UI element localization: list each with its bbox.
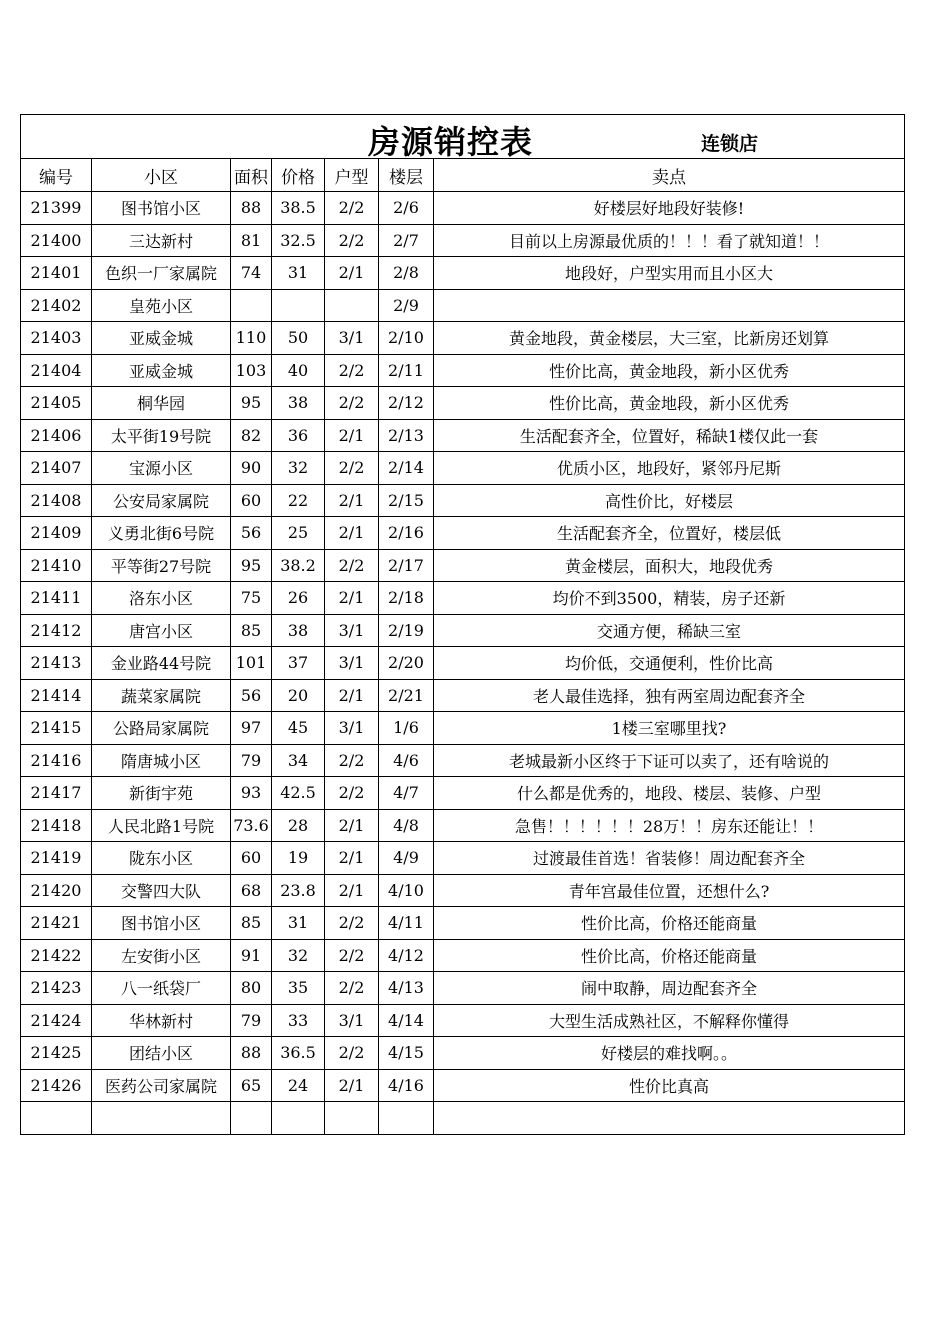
cell-selling-point: 1楼三室哪里找? — [434, 712, 905, 745]
table-row — [21, 647, 905, 680]
table-row — [21, 842, 905, 875]
cell-id — [21, 1102, 92, 1135]
cell-selling-point: 性价比真高 — [434, 1069, 905, 1102]
cell-id: 21400 — [21, 224, 92, 257]
cell-community: 宝源小区 — [92, 452, 231, 485]
cell-price: 38 — [272, 387, 325, 420]
cell-floor: 2/15 — [379, 484, 434, 517]
cell-area: 56 — [231, 517, 272, 550]
header-price: 价格 — [272, 159, 325, 192]
cell-id: 21424 — [21, 1004, 92, 1037]
cell-selling-point: 大型生活成熟社区，不解释你懂得 — [434, 1004, 905, 1037]
table-row — [21, 1037, 905, 1070]
table-row — [21, 777, 905, 810]
cell-price: 45 — [272, 712, 325, 745]
cell-layout: 3/1 — [325, 647, 379, 680]
cell-layout: 2/2 — [325, 192, 379, 225]
cell-price: 40 — [272, 354, 325, 387]
cell-price: 25 — [272, 517, 325, 550]
cell-community: 蔬菜家属院 — [92, 679, 231, 712]
cell-floor: 4/13 — [379, 972, 434, 1005]
cell-selling-point: 优质小区，地段好，紧邻丹尼斯 — [434, 452, 905, 485]
cell-id: 21411 — [21, 582, 92, 615]
cell-selling-point: 黄金地段，黄金楼层，大三室，比新房还划算 — [434, 322, 905, 355]
cell-area: 68 — [231, 874, 272, 907]
title-row — [21, 115, 905, 159]
table-row — [21, 517, 905, 550]
cell-selling-point: 性价比高，价格还能商量 — [434, 907, 905, 940]
cell-price: 24 — [272, 1069, 325, 1102]
cell-area: 103 — [231, 354, 272, 387]
cell-selling-point: 性价比高，价格还能商量 — [434, 939, 905, 972]
cell-selling-point — [434, 1102, 905, 1135]
cell-floor: 2/17 — [379, 549, 434, 582]
cell-layout: 2/2 — [325, 972, 379, 1005]
cell-price: 36 — [272, 419, 325, 452]
cell-price: 42.5 — [272, 777, 325, 810]
store-label: 连锁店 — [701, 133, 759, 155]
cell-price: 37 — [272, 647, 325, 680]
header-area: 面积 — [231, 159, 272, 192]
cell-price: 28 — [272, 809, 325, 842]
cell-layout: 2/1 — [325, 582, 379, 615]
cell-community: 桐华园 — [92, 387, 231, 420]
cell-price: 22 — [272, 484, 325, 517]
cell-layout: 2/2 — [325, 907, 379, 940]
cell-floor: 4/16 — [379, 1069, 434, 1102]
cell-id: 21423 — [21, 972, 92, 1005]
table-row — [21, 1102, 905, 1135]
cell-community: 公安局家属院 — [92, 484, 231, 517]
table-row — [21, 1069, 905, 1102]
cell-community: 三达新村 — [92, 224, 231, 257]
table-row — [21, 257, 905, 290]
cell-layout: 2/2 — [325, 387, 379, 420]
header-selling-point: 卖点 — [434, 159, 905, 192]
table-row — [21, 582, 905, 615]
cell-area: 110 — [231, 322, 272, 355]
table-row — [21, 224, 905, 257]
cell-layout: 2/2 — [325, 744, 379, 777]
header-row — [21, 159, 905, 192]
title-cell — [21, 115, 905, 159]
cell-selling-point: 闹中取静，周边配套齐全 — [434, 972, 905, 1005]
table-row — [21, 549, 905, 582]
cell-floor: 4/9 — [379, 842, 434, 875]
table-row — [21, 322, 905, 355]
cell-floor: 2/21 — [379, 679, 434, 712]
cell-layout: 2/1 — [325, 679, 379, 712]
cell-id: 21420 — [21, 874, 92, 907]
cell-floor: 2/8 — [379, 257, 434, 290]
cell-layout: 2/2 — [325, 939, 379, 972]
cell-floor: 2/20 — [379, 647, 434, 680]
cell-price: 32 — [272, 452, 325, 485]
cell-id: 21421 — [21, 907, 92, 940]
cell-floor: 2/11 — [379, 354, 434, 387]
cell-selling-point: 地段好，户型实用而且小区大 — [434, 257, 905, 290]
cell-id: 21399 — [21, 192, 92, 225]
cell-selling-point: 交通方便，稀缺三室 — [434, 614, 905, 647]
cell-layout: 2/1 — [325, 257, 379, 290]
cell-community: 唐宫小区 — [92, 614, 231, 647]
cell-layout: 2/2 — [325, 1037, 379, 1070]
cell-community: 左安街小区 — [92, 939, 231, 972]
cell-community: 医药公司家属院 — [92, 1069, 231, 1102]
cell-floor: 4/12 — [379, 939, 434, 972]
cell-layout: 3/1 — [325, 1004, 379, 1037]
cell-community: 团结小区 — [92, 1037, 231, 1070]
cell-layout: 2/2 — [325, 549, 379, 582]
cell-community: 华林新村 — [92, 1004, 231, 1037]
table-row — [21, 1004, 905, 1037]
cell-layout: 2/1 — [325, 1069, 379, 1102]
cell-price: 50 — [272, 322, 325, 355]
cell-area: 79 — [231, 1004, 272, 1037]
cell-price: 32 — [272, 939, 325, 972]
cell-id: 21422 — [21, 939, 92, 972]
cell-selling-point: 老城最新小区终于下证可以卖了，还有啥说的 — [434, 744, 905, 777]
cell-floor: 2/14 — [379, 452, 434, 485]
cell-community: 图书馆小区 — [92, 907, 231, 940]
cell-id: 21406 — [21, 419, 92, 452]
cell-selling-point: 生活配套齐全，位置好，楼层低 — [434, 517, 905, 550]
cell-floor — [379, 1102, 434, 1135]
cell-price: 19 — [272, 842, 325, 875]
cell-area — [231, 289, 272, 322]
table-row — [21, 289, 905, 322]
cell-layout: 3/1 — [325, 712, 379, 745]
table-row — [21, 874, 905, 907]
cell-price — [272, 289, 325, 322]
cell-area: 85 — [231, 614, 272, 647]
cell-area: 97 — [231, 712, 272, 745]
cell-floor: 4/7 — [379, 777, 434, 810]
cell-id: 21410 — [21, 549, 92, 582]
cell-layout: 2/1 — [325, 809, 379, 842]
cell-floor: 2/7 — [379, 224, 434, 257]
listing-table — [20, 114, 905, 1135]
header-floor: 楼层 — [379, 159, 434, 192]
cell-area: 101 — [231, 647, 272, 680]
cell-price: 36.5 — [272, 1037, 325, 1070]
table-row — [21, 614, 905, 647]
cell-floor: 4/10 — [379, 874, 434, 907]
cell-community: 图书馆小区 — [92, 192, 231, 225]
table-row — [21, 907, 905, 940]
cell-community: 太平街19号院 — [92, 419, 231, 452]
table-row — [21, 809, 905, 842]
cell-area: 81 — [231, 224, 272, 257]
cell-area: 90 — [231, 452, 272, 485]
cell-community: 八一纸袋厂 — [92, 972, 231, 1005]
cell-id: 21412 — [21, 614, 92, 647]
cell-area: 82 — [231, 419, 272, 452]
cell-price: 38 — [272, 614, 325, 647]
cell-price: 33 — [272, 1004, 325, 1037]
cell-price: 23.8 — [272, 874, 325, 907]
table-row — [21, 192, 905, 225]
cell-floor: 4/15 — [379, 1037, 434, 1070]
cell-community: 亚威金城 — [92, 322, 231, 355]
cell-selling-point: 性价比高，黄金地段，新小区优秀 — [434, 354, 905, 387]
cell-floor: 2/18 — [379, 582, 434, 615]
cell-id: 21413 — [21, 647, 92, 680]
cell-area: 95 — [231, 549, 272, 582]
cell-selling-point — [434, 289, 905, 322]
cell-layout: 2/2 — [325, 354, 379, 387]
cell-area: 79 — [231, 744, 272, 777]
cell-id: 21401 — [21, 257, 92, 290]
cell-area: 75 — [231, 582, 272, 615]
cell-id: 21409 — [21, 517, 92, 550]
table-row — [21, 419, 905, 452]
cell-price — [272, 1102, 325, 1135]
page-title: 房源销控表 — [368, 123, 534, 159]
cell-selling-point: 青年宫最佳位置，还想什么? — [434, 874, 905, 907]
cell-layout: 2/2 — [325, 777, 379, 810]
cell-id: 21426 — [21, 1069, 92, 1102]
cell-community: 公路局家属院 — [92, 712, 231, 745]
cell-id: 21402 — [21, 289, 92, 322]
cell-floor: 1/6 — [379, 712, 434, 745]
cell-area: 60 — [231, 842, 272, 875]
table-row — [21, 939, 905, 972]
cell-layout: 2/2 — [325, 224, 379, 257]
cell-selling-point: 急售！！！！！！28万！！房东还能让！！ — [434, 809, 905, 842]
cell-selling-point: 生活配套齐全，位置好，稀缺1楼仅此一套 — [434, 419, 905, 452]
cell-id: 21404 — [21, 354, 92, 387]
cell-community: 平等街27号院 — [92, 549, 231, 582]
cell-floor: 4/6 — [379, 744, 434, 777]
cell-price: 31 — [272, 257, 325, 290]
cell-area: 93 — [231, 777, 272, 810]
cell-selling-point: 均价低，交通便利，性价比高 — [434, 647, 905, 680]
cell-community: 金业路44号院 — [92, 647, 231, 680]
cell-floor: 2/16 — [379, 517, 434, 550]
cell-community: 新街宇苑 — [92, 777, 231, 810]
cell-price: 31 — [272, 907, 325, 940]
cell-layout: 3/1 — [325, 322, 379, 355]
cell-floor: 4/14 — [379, 1004, 434, 1037]
cell-id: 21415 — [21, 712, 92, 745]
cell-area: 85 — [231, 907, 272, 940]
cell-area: 73.6 — [231, 809, 272, 842]
cell-community: 色织一厂家属院 — [92, 257, 231, 290]
cell-area: 88 — [231, 1037, 272, 1070]
cell-layout: 2/2 — [325, 452, 379, 485]
cell-selling-point: 均价不到3500，精装，房子还新 — [434, 582, 905, 615]
table-row — [21, 452, 905, 485]
table-row — [21, 712, 905, 745]
cell-selling-point: 高性价比，好楼层 — [434, 484, 905, 517]
header-id: 编号 — [21, 159, 92, 192]
cell-community: 义勇北街6号院 — [92, 517, 231, 550]
cell-area: 60 — [231, 484, 272, 517]
cell-price: 38.5 — [272, 192, 325, 225]
cell-selling-point: 老人最佳选择，独有两室周边配套齐全 — [434, 679, 905, 712]
cell-area: 56 — [231, 679, 272, 712]
table-row — [21, 972, 905, 1005]
cell-price: 20 — [272, 679, 325, 712]
cell-area: 65 — [231, 1069, 272, 1102]
cell-selling-point: 好楼层的难找啊。。 — [434, 1037, 905, 1070]
cell-community: 洛东小区 — [92, 582, 231, 615]
cell-area: 80 — [231, 972, 272, 1005]
cell-price: 26 — [272, 582, 325, 615]
cell-id: 21407 — [21, 452, 92, 485]
cell-community: 亚威金城 — [92, 354, 231, 387]
cell-layout: 2/1 — [325, 419, 379, 452]
cell-layout: 3/1 — [325, 614, 379, 647]
cell-selling-point: 目前以上房源最优质的！！！看了就知道！！ — [434, 224, 905, 257]
cell-id: 21417 — [21, 777, 92, 810]
cell-floor: 2/12 — [379, 387, 434, 420]
cell-community: 陇东小区 — [92, 842, 231, 875]
cell-id: 21403 — [21, 322, 92, 355]
table-row — [21, 744, 905, 777]
table-row — [21, 387, 905, 420]
cell-area: 91 — [231, 939, 272, 972]
listing-sheet — [20, 114, 904, 1135]
cell-community: 皇苑小区 — [92, 289, 231, 322]
cell-selling-point: 黄金楼层，面积大，地段优秀 — [434, 549, 905, 582]
cell-community: 人民北路1号院 — [92, 809, 231, 842]
cell-community: 交警四大队 — [92, 874, 231, 907]
cell-floor: 4/11 — [379, 907, 434, 940]
cell-community — [92, 1102, 231, 1135]
cell-price: 38.2 — [272, 549, 325, 582]
cell-id: 21416 — [21, 744, 92, 777]
cell-community: 隋唐城小区 — [92, 744, 231, 777]
cell-floor: 2/9 — [379, 289, 434, 322]
header-layout: 户型 — [325, 159, 379, 192]
cell-selling-point: 好楼层好地段好装修! — [434, 192, 905, 225]
cell-layout: 2/1 — [325, 874, 379, 907]
cell-selling-point: 什么都是优秀的，地段、楼层、装修、户型 — [434, 777, 905, 810]
cell-layout: 2/1 — [325, 484, 379, 517]
cell-area: 74 — [231, 257, 272, 290]
cell-layout — [325, 289, 379, 322]
cell-floor: 2/6 — [379, 192, 434, 225]
cell-layout: 2/1 — [325, 517, 379, 550]
cell-id: 21405 — [21, 387, 92, 420]
cell-area — [231, 1102, 272, 1135]
table-row — [21, 484, 905, 517]
cell-floor: 2/19 — [379, 614, 434, 647]
cell-price: 34 — [272, 744, 325, 777]
cell-id: 21408 — [21, 484, 92, 517]
cell-layout: 2/1 — [325, 842, 379, 875]
cell-selling-point: 过渡最佳首选！省装修！周边配套齐全 — [434, 842, 905, 875]
cell-id: 21419 — [21, 842, 92, 875]
cell-floor: 2/10 — [379, 322, 434, 355]
cell-price: 35 — [272, 972, 325, 1005]
cell-floor: 2/13 — [379, 419, 434, 452]
cell-price: 32.5 — [272, 224, 325, 257]
cell-area: 88 — [231, 192, 272, 225]
table-row — [21, 354, 905, 387]
cell-layout — [325, 1102, 379, 1135]
cell-selling-point: 性价比高，黄金地段，新小区优秀 — [434, 387, 905, 420]
table-row — [21, 679, 905, 712]
header-community: 小区 — [92, 159, 231, 192]
cell-area: 95 — [231, 387, 272, 420]
cell-id: 21414 — [21, 679, 92, 712]
cell-id: 21425 — [21, 1037, 92, 1070]
cell-floor: 4/8 — [379, 809, 434, 842]
cell-id: 21418 — [21, 809, 92, 842]
